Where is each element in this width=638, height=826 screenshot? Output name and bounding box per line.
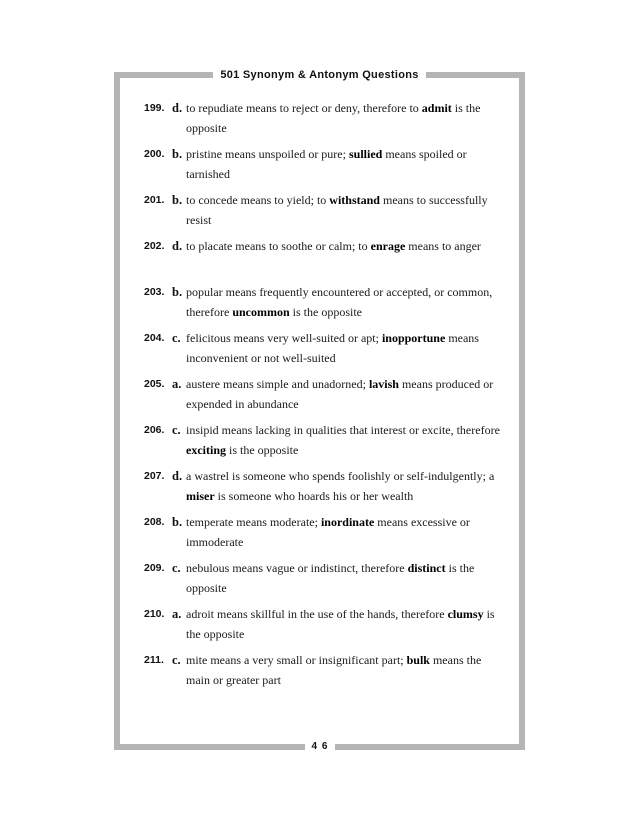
answer-keyword: sullied <box>348 147 383 161</box>
answer-explanation: austere means simple and unadorned; lavish means produced or expended in abundance <box>186 377 494 411</box>
answer-item <box>144 512 514 558</box>
answer-item <box>144 558 514 604</box>
answer-list <box>144 98 514 696</box>
answer-explanation: adroit means skillful in the use of the hands, therefore clumsy is the opposite <box>186 607 495 641</box>
answer-explanation: to concede means to yield; to withstand means to successfully resist <box>186 193 488 227</box>
answer-item <box>144 144 514 190</box>
answer-explanation: pristine means unspoiled or pure; sullied means spoiled or tarnished <box>186 147 467 181</box>
answer-letter: c. <box>172 331 181 345</box>
answer-explanation: nebulous means vague or indistinct, therefore distinct is the opposite <box>186 561 475 595</box>
answer-keyword: exciting <box>186 443 226 457</box>
answer-keyword: enrage <box>370 239 406 253</box>
answer-explanation: mite means a very small or insignificant part; bulk means the main or greater part <box>186 653 482 687</box>
answer-explanation: to repudiate means to reject or deny, therefore to admit is the opposite <box>186 101 481 135</box>
frame-border-left <box>114 72 120 750</box>
answer-item <box>144 190 514 236</box>
answer-item <box>144 604 514 650</box>
answer-keyword: inordinate <box>320 515 375 529</box>
answer-letter: c. <box>172 561 181 575</box>
answer-keyword: miser <box>186 489 215 503</box>
page-number: 4 6 <box>311 741 329 752</box>
answer-letter: b. <box>172 193 183 207</box>
answer-keyword: bulk <box>406 653 430 667</box>
question-number: 207. <box>144 470 165 482</box>
frame-border-bottom-right <box>335 744 525 750</box>
frame-border-top-left <box>114 72 213 78</box>
answer-item <box>144 236 514 282</box>
answer-explanation: temperate means moderate; inordinate means excessive or immoderate <box>186 515 470 549</box>
question-number: 209. <box>144 562 165 574</box>
answer-explanation: a wastrel is someone who spends foolishly or self-indulgently; a miser is someone who hoards his or her wealth <box>186 469 495 503</box>
answer-keyword: admit <box>421 101 452 115</box>
answer-keyword: withstand <box>329 193 380 207</box>
question-number: 206. <box>144 424 165 436</box>
answer-keyword: clumsy <box>447 607 484 621</box>
frame-border-top-right <box>426 72 525 78</box>
answer-letter: b. <box>172 147 183 161</box>
answer-keyword: distinct <box>407 561 446 575</box>
answer-item <box>144 282 514 328</box>
answer-item <box>144 98 514 144</box>
question-number: 199. <box>144 102 165 114</box>
answer-letter: d. <box>172 239 183 253</box>
page-header-title: 501 Synonym & Antonym Questions <box>220 69 419 81</box>
answer-letter: b. <box>172 285 183 299</box>
answer-explanation: to placate means to soothe or calm; to enrage means to anger <box>186 239 481 253</box>
answer-item <box>144 328 514 374</box>
answer-letter: a. <box>172 377 182 391</box>
question-number: 211. <box>144 654 164 666</box>
question-number: 202. <box>144 240 165 252</box>
answer-keyword: lavish <box>368 377 399 391</box>
answer-item <box>144 420 514 466</box>
question-number: 205. <box>144 378 165 390</box>
answer-item <box>144 466 514 512</box>
answer-keyword: inopportune <box>381 331 446 345</box>
answer-explanation: insipid means lacking in qualities that interest or excite, therefore exciting is the opposite <box>186 423 500 457</box>
answer-letter: c. <box>172 423 181 437</box>
answer-letter: d. <box>172 469 183 483</box>
answer-item <box>144 650 514 696</box>
answer-letter: b. <box>172 515 183 529</box>
question-number: 208. <box>144 516 165 528</box>
question-number: 203. <box>144 286 165 298</box>
question-number: 200. <box>144 148 165 160</box>
answer-keyword: uncommon <box>232 305 290 319</box>
answer-letter: c. <box>172 653 181 667</box>
frame-border-right <box>519 72 525 750</box>
question-number: 201. <box>144 194 165 206</box>
answer-letter: d. <box>172 101 183 115</box>
answer-explanation: felicitous means very well-suited or apt; inopportune means inconvenient or not well-suited <box>186 331 479 365</box>
answer-letter: a. <box>172 607 182 621</box>
answer-item <box>144 374 514 420</box>
frame-border-bottom-left <box>114 744 305 750</box>
answer-explanation: popular means frequently encountered or accepted, or common, therefore uncommon is the opposite <box>186 285 493 319</box>
question-number: 210. <box>144 608 165 620</box>
question-number: 204. <box>144 332 165 344</box>
